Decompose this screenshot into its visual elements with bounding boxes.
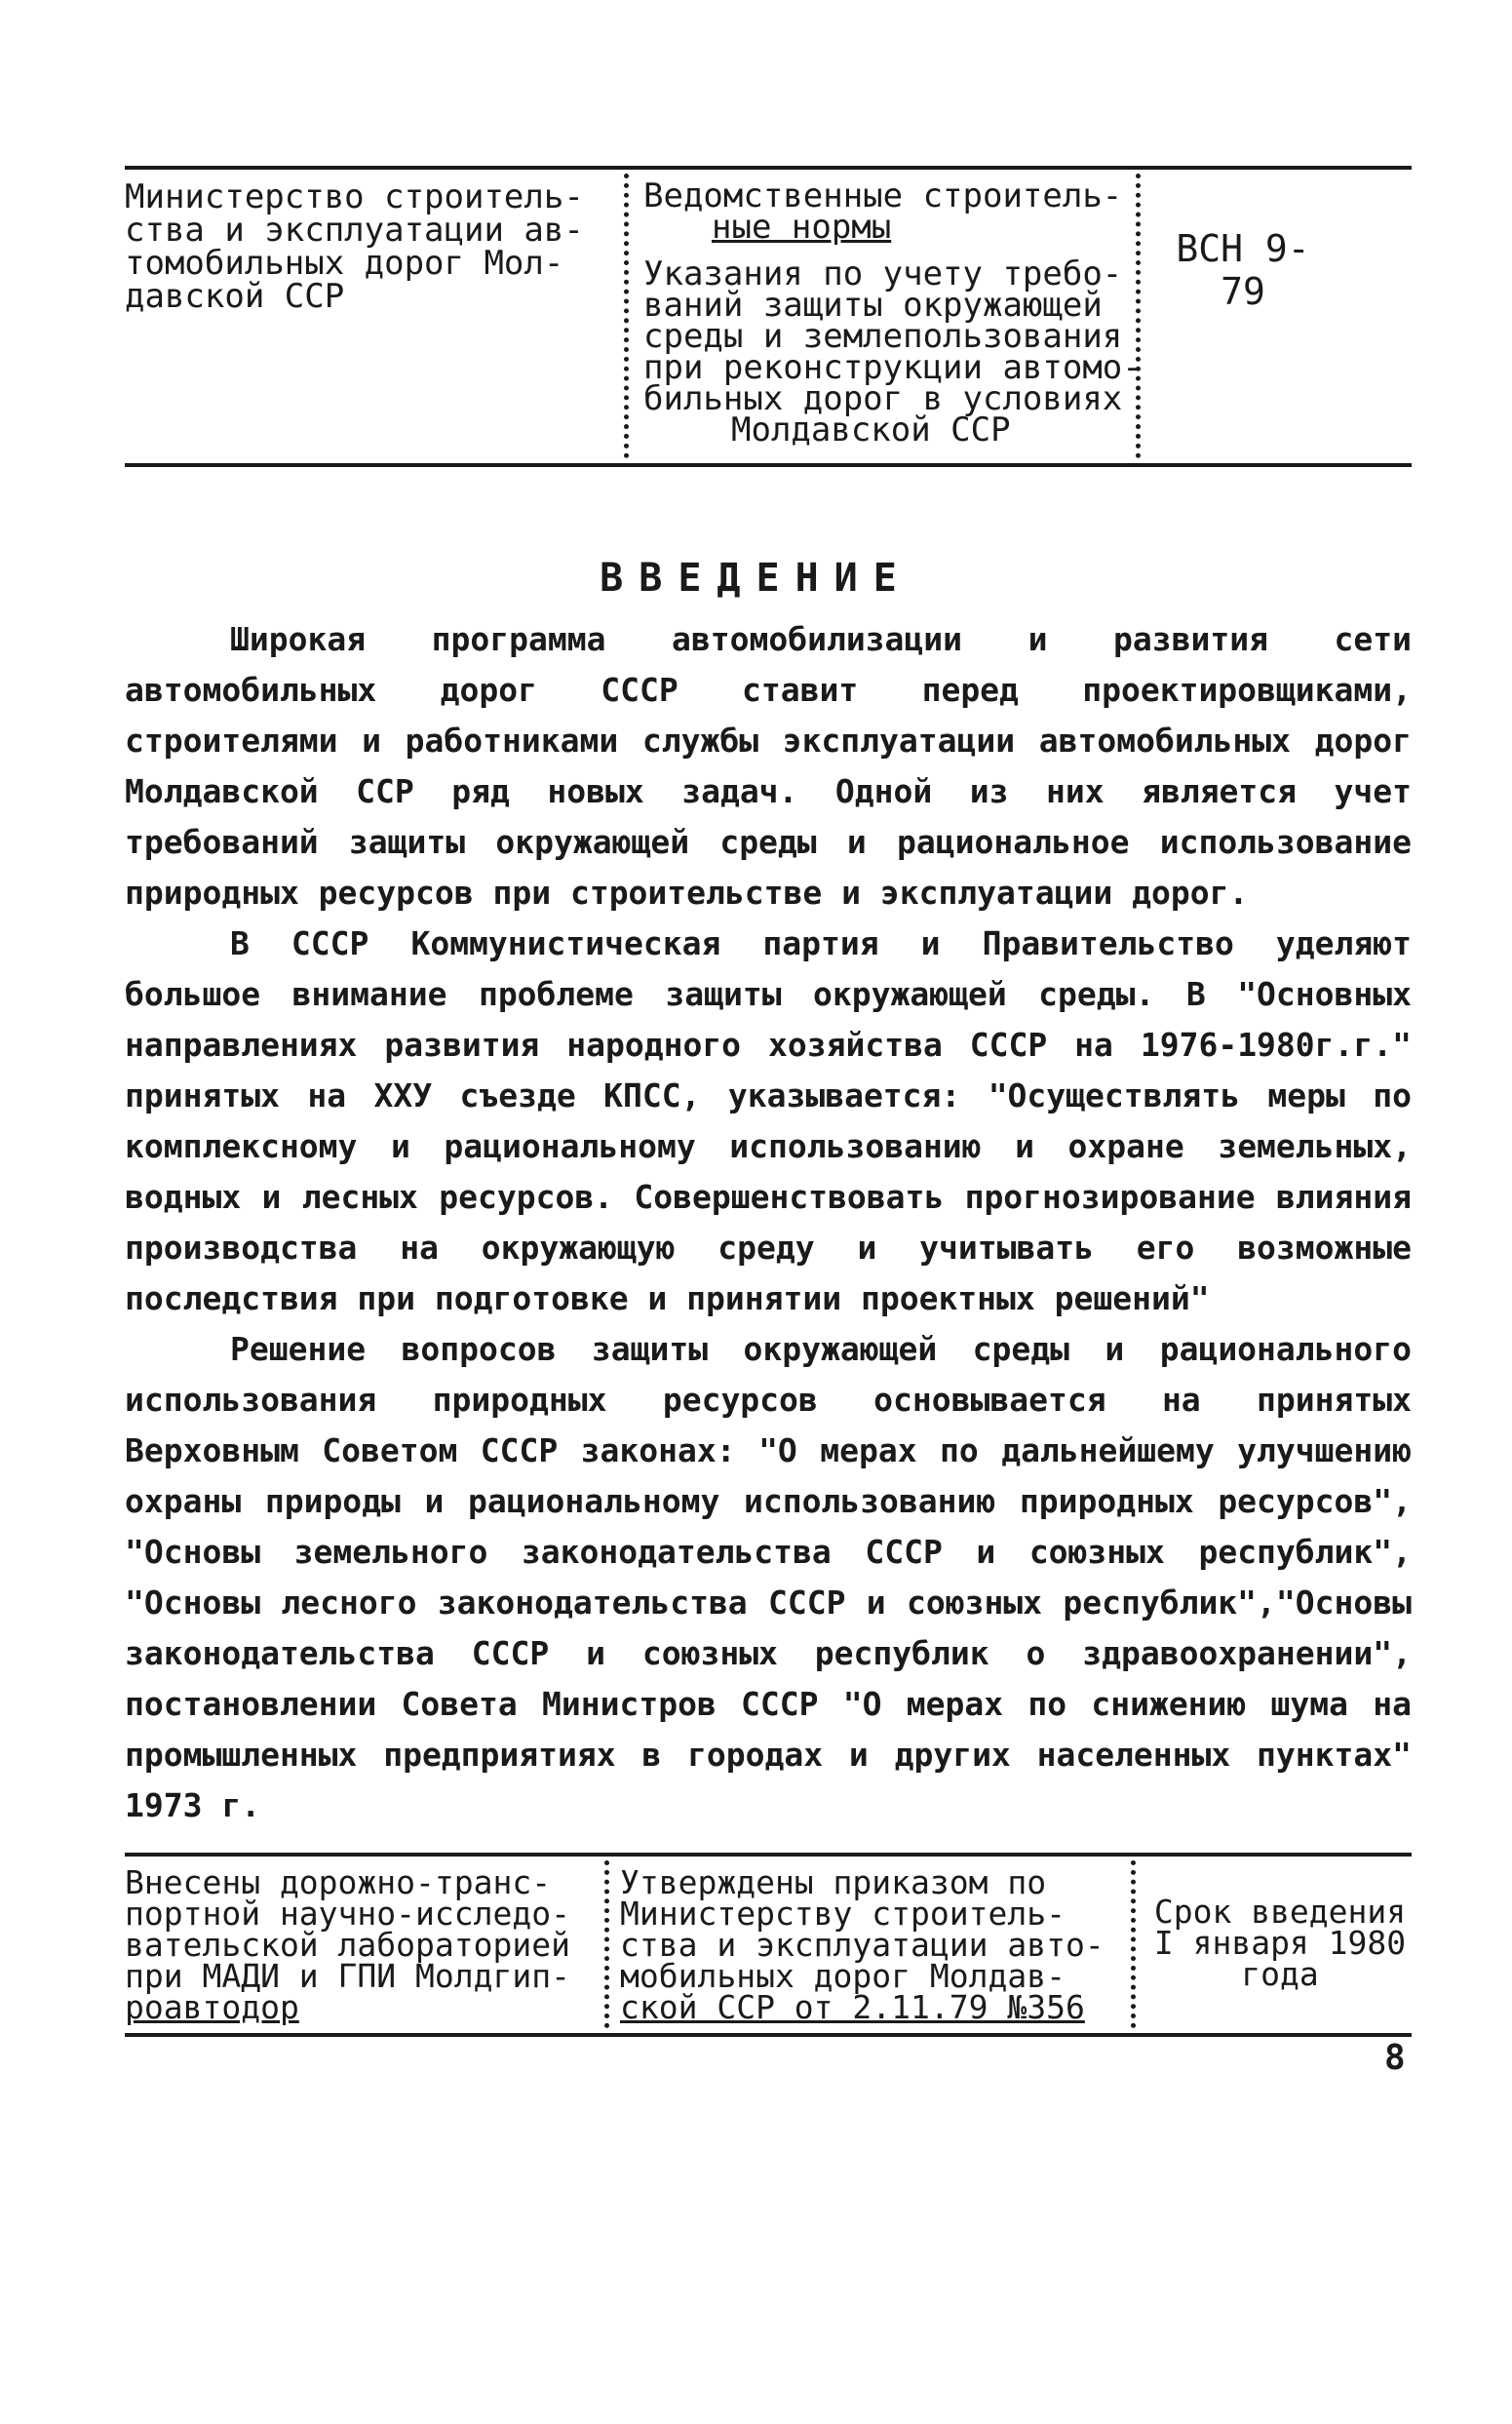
document-code: ВСН 9-79 — [1176, 227, 1310, 313]
submitted-by-block — [125, 1863, 593, 2026]
intro-paragraph: Решение вопросов защиты окружающей среды и рационального использования природных ресурсов основывается на принятых Верховным Советом СССР законах: "О мерах по дальнейшему улучшению охраны природы и рациональному использованию природных ресурсов", "Основы земельного законодательства СССР и союзных республик", "Основы лесного законодательства СССР и союзных республик","Основы законодательства СССР и союзных республик о здравоохранении", постановлении Совета Министров СССР "О мерах по снижению шума на промышленных предприятиях в городах и других населенных пунктах" 1973 г. — [125, 1330, 1412, 1824]
footer-bottom-rule — [125, 2033, 1412, 2037]
page-number: 8 — [1384, 2038, 1406, 2078]
footer-divider-right — [1131, 1860, 1136, 2028]
submitted-line: портной научно-исследо- — [125, 1895, 570, 1933]
ministry-line: давской ССР — [125, 277, 345, 316]
submitted-line: Внесены дорожно-транс- — [125, 1863, 552, 1901]
effective-date-block — [1139, 1893, 1421, 1993]
intro-paragraph: Широкая программа автомобилизации и развития сети автомобильных дорог СССР ставит перед проектировщиками, строителями и работниками службы эксплуатации автомобильных дорог Молдавской ССР ряд новых задач. Одной из них является учет требований защиты окружающей среды и рациональное использование природных ресурсов при строительстве и эксплуатации дорог. — [125, 620, 1412, 912]
ministry-block — [125, 177, 612, 316]
effective-line: Срок введения — [1153, 1893, 1407, 1931]
submitted-line: роавтодор — [125, 1988, 299, 2026]
header-top-rule — [125, 166, 1412, 170]
norms-subject-line: при реконструкции автомо- — [643, 348, 1143, 387]
footer-top-rule — [125, 1853, 1412, 1857]
approved-line: ской ССР от 2.11.79 №356 — [620, 1988, 1085, 2026]
intro-paragraph: В СССР Коммунистическая партия и Правительство уделяют большое внимание проблеме защиты окружающей среды. В "Основных направлениях развития народного хозяйства СССР на 1976-1980г.г." принятых на ХХУ съезде КПСС, указывается: "Осуществлять меры по комплексному и рациональному использованию и охране земельных, водных и лесных ресурсов. Совершенствовать прогнозирование влияния производства на окружающую среду и учитывать его возможные последствия при подготовке и принятии проектных решений" — [125, 924, 1412, 1317]
approved-by-block — [620, 1863, 1117, 2026]
norms-subject-line: Молдавской ССР — [731, 411, 1011, 450]
header-bottom-rule — [125, 463, 1412, 467]
norms-subject-line: ваний защиты окружающей — [643, 286, 1103, 325]
norms-title-line: ные нормы — [712, 208, 892, 247]
submitted-line: вательской лабораторией — [125, 1926, 570, 1964]
effective-line: I января 1980 — [1153, 1924, 1407, 1962]
norms-subject-line: среды и землепользования — [643, 317, 1123, 356]
norms-subject — [643, 254, 1150, 450]
footer-divider-left — [604, 1860, 609, 2028]
norms-title — [643, 176, 1150, 247]
approved-line: Министерству строитель- — [620, 1895, 1066, 1933]
ministry-line: Министерство строитель- — [125, 177, 584, 216]
header-divider-left — [624, 174, 629, 458]
intro-body — [125, 614, 1412, 1831]
approved-line: мобильных дорог Молдав- — [620, 1957, 1066, 1995]
norms-subject-line: бильных дорог в условиях — [643, 379, 1123, 418]
approved-line: ства и эксплуатации авто- — [620, 1926, 1105, 1964]
ministry-line: ства и эксплуатации ав- — [125, 211, 584, 250]
effective-line: года — [1241, 1955, 1319, 1993]
intro-title: ВВЕДЕНИЕ — [600, 556, 912, 601]
submitted-line: при МАДИ и ГПИ Молдгип- — [125, 1957, 570, 1995]
norms-block — [643, 176, 1150, 450]
ministry-line: томобильных дорог Мол- — [125, 244, 564, 283]
norms-title-line: Ведомственные строитель- — [643, 176, 1123, 215]
norms-subject-line: Указания по учету требо- — [643, 254, 1123, 293]
approved-line: Утверждены приказом по — [620, 1863, 1047, 1901]
